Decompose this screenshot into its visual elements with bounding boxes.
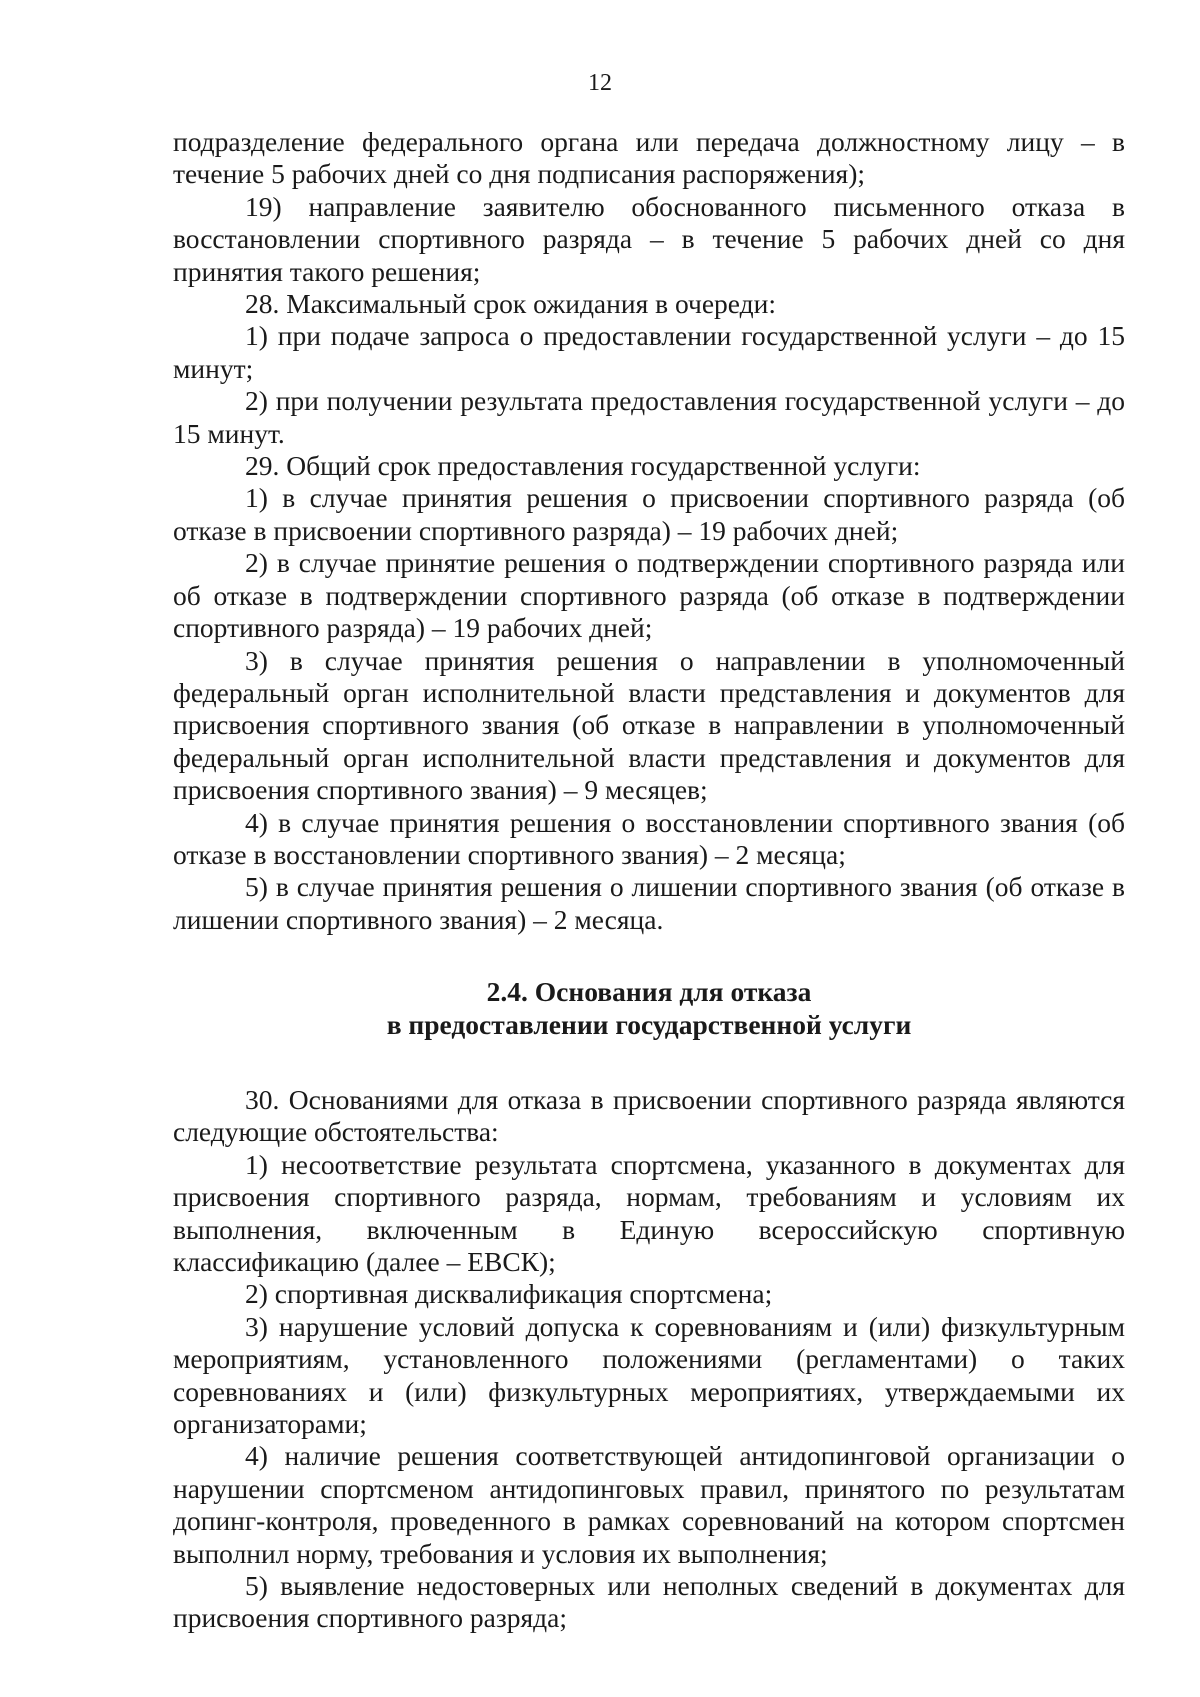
section-heading-line-1: 2.4. Основания для отказа [486, 976, 812, 1008]
paragraph: 28. Максимальный срок ожидания в очереди: [245, 288, 776, 320]
paragraph-group-top [173, 126, 1125, 936]
paragraph: 4) наличие решения соответствующей антидопинговой организации о нарушении спортсменом антидопинговых правил, принятого по результатам допинг-контроля, проведенного в рамках соревнований на котором спортсмен выполнил норму, требования и условия их выполнения; [173, 1440, 1125, 1569]
paragraph: 1) в случае принятия решения о присвоении спортивного разряда (об отказе в присвоении спортивного разряда) – 19 рабочих дней; [173, 482, 1125, 546]
paragraph: 2) в случае принятие решения о подтверждении спортивного разряда или об отказе в подтверждении спортивного разряда (об отказе в подтверждении спортивного разряда) – 19 рабочих дней; [173, 547, 1125, 644]
page-number: 12 [588, 70, 612, 96]
section-heading [173, 976, 1125, 1041]
paragraph: 29. Общий срок предоставления государственной услуги: [245, 450, 921, 482]
paragraph: 3) в случае принятия решения о направлении в уполномоченный федеральный орган исполнительной власти представления и документов для присвоения спортивного звания (об отказе в направлении в уполномоченный федеральный орган исполнительной власти представления и документов для присвоения спортивного звания) – 9 месяцев; [173, 644, 1125, 806]
paragraph: 2) при получении результата предоставления государственной услуги – до 15 минут. [173, 385, 1125, 449]
paragraph: 3) нарушение условий допуска к соревнованиям и (или) физкультурным мероприятиям, установленного положениями (регламентами) о таких соревнованиях и (или) физкультурных мероприятиях, утверждаемыми их организаторами; [173, 1310, 1125, 1440]
paragraph: 1) при подаче запроса о предоставлении государственной услуги – до 15 минут; [173, 320, 1125, 384]
paragraph: 4) в случае принятия решения о восстановлении спортивного звания (об отказе в восстановлении спортивного звания) – 2 месяца; [173, 806, 1125, 870]
paragraph-group-bottom [173, 1084, 1125, 1635]
document-body [173, 126, 1125, 1635]
paragraph: 30. Основаниями для отказа в присвоении спортивного разряда являются следующие обстоятельства: [173, 1083, 1125, 1148]
section-heading-line-2: в предоставлении государственной услуги [386, 1008, 912, 1040]
paragraph: 19) направление заявителю обоснованного письменного отказа в восстановлении спортивного разряда – в течение 5 рабочих дней со дня принятия такого решения; [173, 190, 1125, 287]
paragraph: 5) выявление недостоверных или неполных сведений в документах для присвоения спортивного разряда; [173, 1570, 1125, 1634]
paragraph: 5) в случае принятия решения о лишении спортивного звания (об отказе в лишении спортивного звания) – 2 месяца. [173, 871, 1125, 935]
paragraph: подразделение федерального органа или передача должностному лицу – в течение 5 рабочих дней со дня подписания распоряжения); [173, 126, 1125, 190]
paragraph: 1) несоответствие результата спортсмена, указанного в документах для присвоения спортивного разряда, нормам, требованиям и условиям их выполнения, включенным в Единую всероссийскую спортивную классификацию (далее – ЕВСК); [173, 1148, 1125, 1277]
paragraph: 2) спортивная дисквалификация спортсмена; [245, 1278, 773, 1310]
